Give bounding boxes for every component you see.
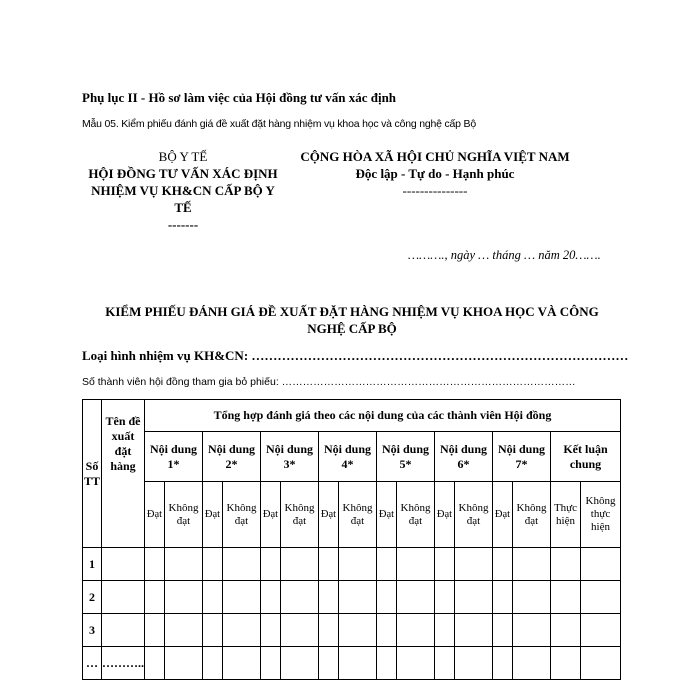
cell	[435, 548, 455, 581]
council-name-line1: HỘI ĐỒNG TƯ VẤN XÁC ĐỊNH	[88, 166, 278, 181]
cell	[551, 647, 581, 680]
cell	[203, 614, 223, 647]
subheader-pass: Đạt	[203, 482, 223, 548]
evaluation-table	[82, 399, 621, 680]
cell	[513, 581, 551, 614]
col-header-stt: Số TT	[83, 400, 102, 548]
cell	[203, 581, 223, 614]
subheader-fail: Không đạt	[281, 482, 319, 548]
ministry-name: BỘ Y TẾ	[158, 149, 208, 164]
cell	[581, 581, 621, 614]
subheader-fail: Không đạt	[397, 482, 435, 548]
cell	[581, 647, 621, 680]
cell	[319, 647, 339, 680]
cell	[493, 614, 513, 647]
cell	[513, 548, 551, 581]
subheader-pass: Đạt	[319, 482, 339, 548]
cell	[145, 548, 165, 581]
cell	[455, 614, 493, 647]
cell	[261, 548, 281, 581]
subheader-fail: Không đạt	[223, 482, 261, 548]
cell	[581, 548, 621, 581]
cell	[165, 647, 203, 680]
row-number: 3	[83, 614, 102, 647]
subheader-fail: Không đạt	[165, 482, 203, 548]
cell	[165, 581, 203, 614]
group-header-summary: Tổng hợp đánh giá theo các nội dung của các thành viên Hội đồng	[145, 400, 621, 432]
cell	[513, 647, 551, 680]
table-row	[83, 614, 621, 647]
cell	[339, 647, 377, 680]
subheader-pass: Đạt	[261, 482, 281, 548]
cell	[377, 647, 397, 680]
cell	[397, 548, 435, 581]
members-count-line: Số thành viên hội đồng tham gia bỏ phiếu: …………………………………………………………………………	[82, 376, 576, 388]
row-proposal-name	[102, 614, 145, 647]
subheader-fail: Không đạt	[339, 482, 377, 548]
col-header-content-3: Nội dung 3*	[261, 432, 319, 482]
subheader-fail: Không đạt	[455, 482, 493, 548]
cell	[261, 647, 281, 680]
cell	[339, 614, 377, 647]
cell	[319, 548, 339, 581]
subheader-pass: Đạt	[377, 482, 397, 548]
cell	[435, 647, 455, 680]
col-header-content-5: Nội dung 5*	[377, 432, 435, 482]
cell	[435, 614, 455, 647]
cell	[145, 647, 165, 680]
row-number: 1	[83, 548, 102, 581]
cell	[581, 614, 621, 647]
cell	[223, 548, 261, 581]
cell	[261, 581, 281, 614]
cell	[339, 548, 377, 581]
form-subtitle: Mẫu 05. Kiểm phiếu đánh giá đề xuất đặt hàng nhiệm vụ khoa học và công nghệ cấp Bộ	[82, 118, 476, 130]
cell	[435, 581, 455, 614]
cell	[513, 614, 551, 647]
subheader-fail: Không đạt	[513, 482, 551, 548]
cell	[397, 614, 435, 647]
col-header-content-7: Nội dung 7*	[493, 432, 551, 482]
national-header	[300, 148, 570, 199]
cell	[551, 614, 581, 647]
ministry-header	[78, 148, 288, 233]
council-name-line3: TẾ	[174, 200, 192, 215]
cell	[397, 581, 435, 614]
subheader-not-implement: Không thực hiện	[581, 482, 621, 548]
cell	[455, 548, 493, 581]
cell	[281, 614, 319, 647]
cell	[339, 581, 377, 614]
row-proposal-name	[102, 548, 145, 581]
form-title-line1: KIỂM PHIẾU ĐÁNH GIÁ ĐỀ XUẤT ĐẶT HÀNG NHIỆM VỤ KHOA HỌC VÀ CÔNG	[105, 304, 599, 319]
subheader-pass: Đạt	[435, 482, 455, 548]
cell	[223, 581, 261, 614]
cell	[281, 647, 319, 680]
col-header-content-6: Nội dung 6*	[435, 432, 493, 482]
cell	[223, 647, 261, 680]
cell	[165, 548, 203, 581]
col-header-content-2: Nội dung 2*	[203, 432, 261, 482]
row-proposal-name: ………..	[102, 647, 145, 680]
cell	[145, 614, 165, 647]
table-row	[83, 548, 621, 581]
republic-name: CỘNG HÒA XÃ HỘI CHỦ NGHĨA VIỆT NAM	[300, 149, 570, 164]
subheader-pass: Đạt	[145, 482, 165, 548]
task-type-line: Loại hình nhiệm vụ KH&CN: ……………………………………………………………………………	[82, 348, 629, 363]
col-header-proposal-name: Tên đề xuất đặt hàng	[102, 400, 145, 548]
cell	[377, 548, 397, 581]
cell	[551, 548, 581, 581]
table-row	[83, 581, 621, 614]
cell	[203, 548, 223, 581]
cell	[493, 647, 513, 680]
row-number: …	[83, 647, 102, 680]
header-divider: -------	[167, 217, 199, 232]
cell	[145, 581, 165, 614]
col-header-content-4: Nội dung 4*	[319, 432, 377, 482]
row-number: 2	[83, 581, 102, 614]
cell	[493, 581, 513, 614]
subheader-implement: Thực hiện	[551, 482, 581, 548]
national-motto: Độc lập - Tự do - Hạnh phúc	[355, 166, 515, 181]
cell	[281, 581, 319, 614]
motto-divider: ---------------	[402, 183, 468, 198]
appendix-title: Phụ lục II - Hồ sơ làm việc của Hội đồng tư vấn xác định	[82, 90, 397, 105]
council-name-line2: NHIỆM VỤ KH&CN CẤP BỘ Y	[91, 183, 275, 198]
cell	[377, 581, 397, 614]
table-row	[83, 647, 621, 680]
subheader-pass: Đạt	[493, 482, 513, 548]
cell	[397, 647, 435, 680]
row-proposal-name	[102, 581, 145, 614]
cell	[165, 614, 203, 647]
cell	[551, 581, 581, 614]
cell	[319, 614, 339, 647]
col-header-conclusion: Kết luận chung	[551, 432, 621, 482]
cell	[319, 581, 339, 614]
cell	[281, 548, 319, 581]
cell	[455, 647, 493, 680]
col-header-content-1: Nội dung 1*	[145, 432, 203, 482]
cell	[377, 614, 397, 647]
date-line: ………., ngày … tháng … năm 20…….	[408, 248, 601, 262]
cell	[261, 614, 281, 647]
cell	[223, 614, 261, 647]
form-title-line2: NGHỆ CẤP BỘ	[307, 321, 397, 336]
cell	[455, 581, 493, 614]
cell	[493, 548, 513, 581]
form-title	[82, 303, 622, 337]
cell	[203, 647, 223, 680]
